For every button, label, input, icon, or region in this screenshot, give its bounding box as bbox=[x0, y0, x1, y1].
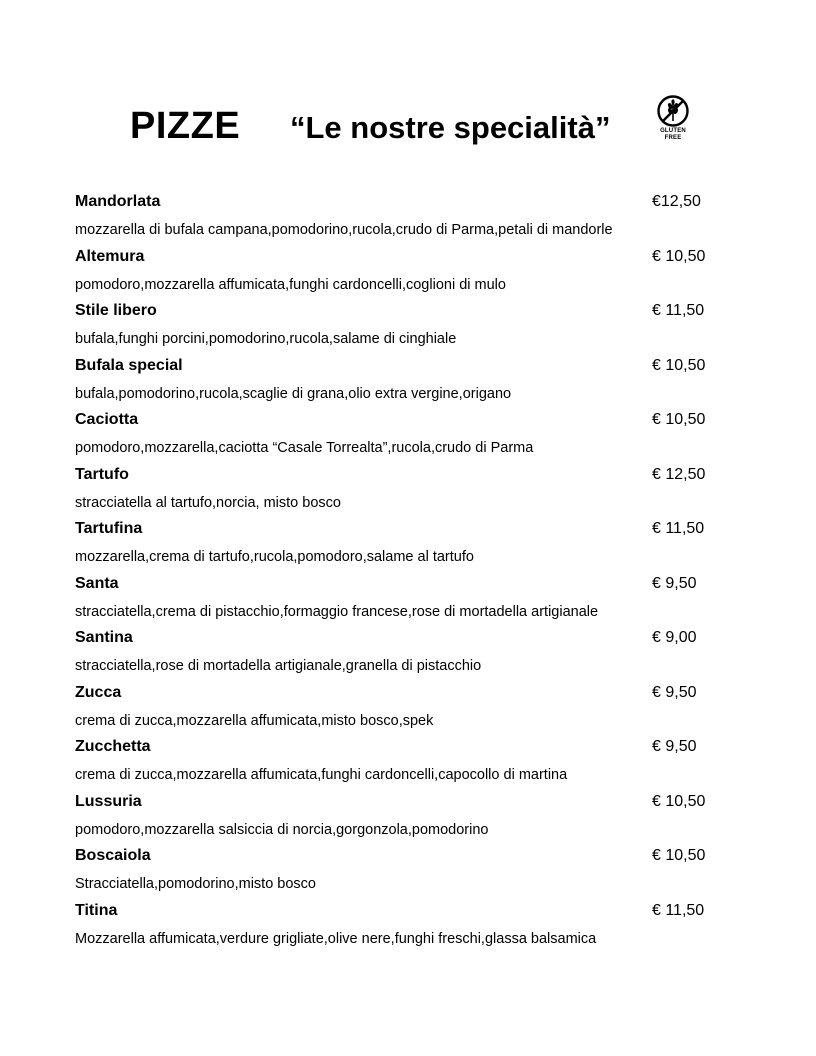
gluten-label: GLUTEN bbox=[660, 128, 686, 134]
menu-item bbox=[75, 626, 775, 681]
pizza-price: € 9,50 bbox=[652, 683, 697, 701]
pizza-ingredients: pomodoro,mozzarella affumicata,funghi cardoncelli,coglioni di mulo bbox=[75, 276, 506, 293]
gluten-free-badge bbox=[653, 94, 693, 142]
pizza-name: Mandorlata bbox=[75, 193, 161, 210]
page-subtitle: “Le nostre specialità” bbox=[290, 110, 611, 145]
pizza-ingredients: pomodoro,mozzarella,caciotta “Casale Torrealta”,rucola,crudo di Parma bbox=[75, 440, 534, 456]
pizza-name: Stile libero bbox=[75, 302, 157, 319]
pizza-name: Zucchetta bbox=[75, 738, 151, 755]
pizza-price: € 11,50 bbox=[652, 302, 705, 319]
menu-header bbox=[0, 100, 816, 160]
pizza-price: € 9,50 bbox=[652, 738, 697, 755]
menu-item bbox=[75, 735, 775, 790]
pizza-price: € 10,50 bbox=[652, 411, 706, 428]
pizza-list bbox=[75, 190, 775, 953]
pizza-price: € 10,50 bbox=[652, 356, 706, 374]
pizza-ingredients: mozzarella di bufala campana,pomodorino,rucola,crudo di Parma,petali di mandorle bbox=[75, 222, 613, 238]
pizza-name: Zucca bbox=[75, 683, 122, 701]
menu-item bbox=[75, 517, 775, 572]
menu-item bbox=[75, 790, 775, 845]
menu-item bbox=[75, 354, 775, 409]
menu-item bbox=[75, 190, 775, 245]
pizza-price: € 9,50 bbox=[652, 574, 697, 592]
pizza-name: Tartufina bbox=[75, 520, 143, 537]
menu-item bbox=[75, 572, 775, 627]
pizza-ingredients: pomodoro,mozzarella salsiccia di norcia,gorgonzola,pomodorino bbox=[75, 821, 489, 838]
pizza-ingredients: Mozzarella affumicata,verdure grigliate,olive nere,funghi freschi,glassa balsamica bbox=[75, 930, 597, 947]
menu-item bbox=[75, 299, 775, 354]
pizza-ingredients: stracciatella,crema di pistacchio,formaggio francese,rose di mortadella artigianale bbox=[75, 603, 599, 620]
pizza-ingredients: crema di zucca,mozzarella affumicata,misto bosco,spek bbox=[75, 712, 434, 729]
pizza-name: Tartufo bbox=[75, 465, 129, 483]
pizza-ingredients: mozzarella,crema di tartufo,rucola,pomodoro,salame al tartufo bbox=[75, 549, 474, 565]
pizza-ingredients: crema di zucca,mozzarella affumicata,funghi cardoncelli,capocollo di martina bbox=[75, 767, 568, 783]
pizza-name: Lussuria bbox=[75, 792, 142, 810]
pizza-price: € 9,00 bbox=[652, 629, 697, 646]
pizza-ingredients: stracciatella,rose di mortadella artigianale,granella di pistacchio bbox=[75, 658, 482, 674]
pizza-name: Bufala special bbox=[75, 356, 183, 374]
pizza-price: €12,50 bbox=[652, 193, 701, 210]
pizza-name: Caciotta bbox=[75, 411, 139, 428]
menu-item bbox=[75, 463, 775, 518]
pizza-name: Boscaiola bbox=[75, 847, 151, 864]
menu-item bbox=[75, 681, 775, 736]
pizza-name: Titina bbox=[75, 901, 118, 919]
no-wheat-icon bbox=[656, 94, 690, 128]
menu-item bbox=[75, 245, 775, 300]
pizza-name: Altemura bbox=[75, 247, 145, 265]
page-title: PIZZE bbox=[130, 105, 241, 147]
pizza-price: € 10,50 bbox=[652, 847, 706, 864]
pizza-ingredients: bufala,pomodorino,rucola,scaglie di grana,olio extra vergine,origano bbox=[75, 385, 512, 402]
free-label: FREE bbox=[664, 135, 682, 141]
pizza-price: € 12,50 bbox=[652, 465, 706, 483]
menu-item bbox=[75, 899, 775, 954]
pizza-ingredients: bufala,funghi porcini,pomodorino,rucola,salame di cinghiale bbox=[75, 331, 457, 347]
pizza-price: € 10,50 bbox=[652, 792, 706, 810]
pizza-price: € 11,50 bbox=[652, 520, 705, 537]
pizza-price: € 10,50 bbox=[652, 247, 706, 265]
menu-item bbox=[75, 408, 775, 463]
pizza-price: € 11,50 bbox=[652, 901, 705, 919]
pizza-name: Santa bbox=[75, 574, 119, 592]
menu-item bbox=[75, 844, 775, 899]
pizza-ingredients: stracciatella al tartufo,norcia, misto bosco bbox=[75, 494, 341, 511]
pizza-name: Santina bbox=[75, 629, 133, 646]
pizza-ingredients: Stracciatella,pomodorino,misto bosco bbox=[75, 876, 316, 892]
